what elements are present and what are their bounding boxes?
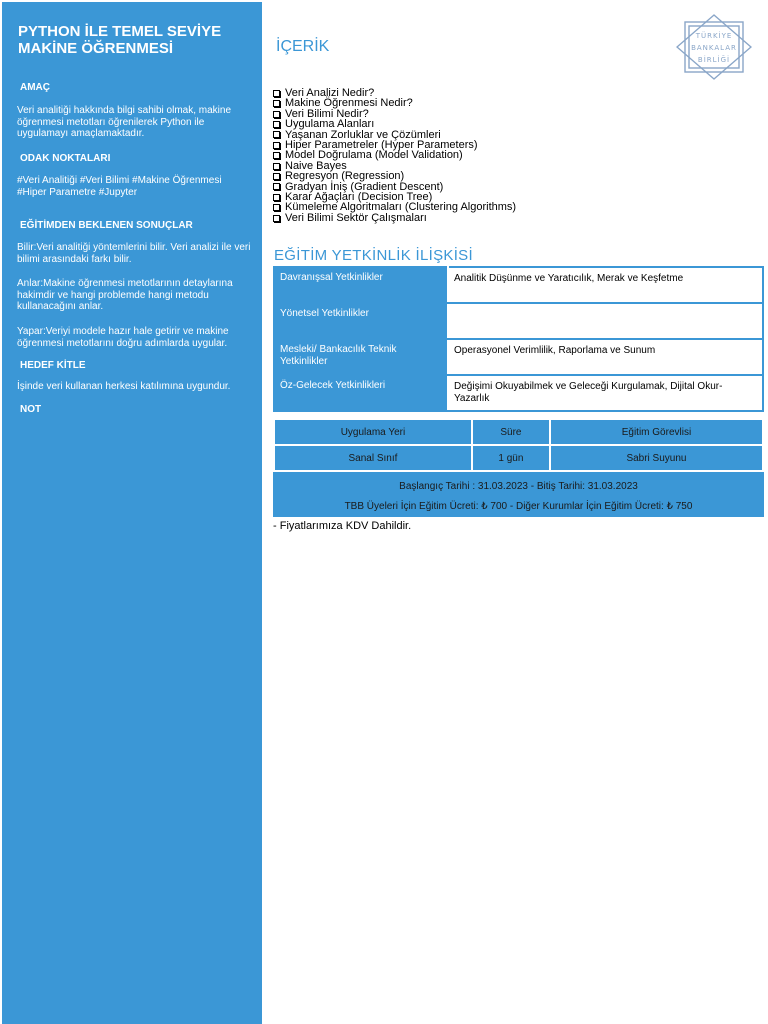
yapar-text: Yapar:Veriyi modele hazır hale getirir ve makine öğrenmesi metotlarını doğru adımlarda uygular. bbox=[17, 326, 229, 349]
list-item: Veri Bilimi Sektör Çalışmaları bbox=[273, 213, 516, 223]
competency-key: Davranışsal Yetkinlikler bbox=[274, 267, 448, 303]
info-header: Süre bbox=[473, 420, 549, 444]
table-row bbox=[274, 303, 763, 339]
info-value: 1 gün bbox=[473, 446, 549, 470]
info-table bbox=[273, 418, 764, 472]
amac-text: Veri analitiği hakkında bilgi sahibi olmak, makine öğrenmesi metotları öğrenilerek Python ile uygulamayı amaçlamaktadır. bbox=[17, 105, 232, 139]
checkbox-icon bbox=[273, 194, 280, 201]
vat-note: - Fiyatlarımıza KDV Dahildir. bbox=[273, 520, 412, 532]
checkbox-icon bbox=[273, 163, 280, 170]
table-row bbox=[274, 375, 763, 411]
sidebar bbox=[2, 2, 262, 1024]
list-item: Naive Bayes bbox=[273, 161, 516, 171]
competency-key: Öz-Gelecek Yetkinlikleri bbox=[274, 375, 448, 411]
checkbox-icon bbox=[273, 90, 280, 97]
table-row bbox=[274, 339, 763, 375]
list-item: Kümeleme Algoritmaları (Clustering Algorithms) bbox=[273, 202, 516, 212]
competency-value: Operasyonel Verimlilik, Raporlama ve Sunum bbox=[448, 339, 763, 375]
list-item: Regresyon (Regression) bbox=[273, 171, 516, 181]
list-item: Model Doğrulama (Model Validation) bbox=[273, 150, 516, 160]
logo-line-1: TÜRKİYE bbox=[695, 32, 733, 40]
not-heading: NOT bbox=[20, 404, 42, 415]
hedef-text: İşinde veri kullanan herkesi katılımına uygundur. bbox=[17, 381, 231, 392]
checkbox-icon bbox=[273, 111, 280, 118]
table-row bbox=[275, 446, 762, 470]
list-item: Yaşanan Zorluklar ve Çözümleri bbox=[273, 130, 516, 140]
info-header: Uygulama Yeri bbox=[275, 420, 471, 444]
checkbox-icon bbox=[273, 121, 280, 128]
table-row bbox=[274, 267, 763, 303]
checkbox-icon bbox=[273, 131, 280, 138]
checkbox-icon bbox=[273, 100, 280, 107]
competency-table bbox=[273, 266, 764, 412]
info-value: Sabri Suyunu bbox=[551, 446, 762, 470]
competency-value bbox=[448, 303, 763, 339]
amac-heading: AMAÇ bbox=[20, 82, 50, 93]
list-item: Veri Analizi Nedir? bbox=[273, 88, 516, 98]
list-item: Karar Ağaçları (Decision Tree) bbox=[273, 192, 516, 202]
course-title: PYTHON İLE TEMEL SEVİYE MAKİNE ÖĞRENMESİ bbox=[18, 23, 222, 57]
fee-info: TBB Üyeleri İçin Eğitim Ücreti: ₺ 700 - Diğer Kurumlar İçin Eğitim Ücreti: ₺ 750 bbox=[344, 501, 693, 512]
sonuc-heading: EĞİTİMDEN BEKLENEN SONUÇLAR bbox=[20, 220, 193, 231]
info-footer bbox=[273, 472, 764, 517]
competency-value: Değişimi Okuyabilmek ve Geleceği Kurgulamak, Dijital Okur-Yazarlık bbox=[448, 375, 763, 411]
content-list bbox=[273, 88, 516, 223]
bilir-text: Bilir:Veri analitiği yöntemlerini bilir. Veri analizi ile veri bilimi arasındaki farkı bilir. bbox=[17, 242, 251, 265]
list-item: Hiper Parametreler (Hyper Parameters) bbox=[273, 140, 516, 150]
odak-text: #Veri Analitiği #Veri Bilimi #Makine Öğrenmesi #Hiper Parametre #Jupyter bbox=[17, 175, 222, 198]
info-header: Eğitim Görevlisi bbox=[551, 420, 762, 444]
table-row bbox=[275, 420, 762, 444]
competency-value: Analitik Düşünme ve Yaratıcılık, Merak ve Keşfetme bbox=[448, 267, 763, 303]
info-value: Sanal Sınıf bbox=[275, 446, 471, 470]
hedef-heading: HEDEF KİTLE bbox=[20, 360, 86, 371]
logo-line-2: BANKALAR bbox=[691, 44, 737, 52]
checkbox-icon bbox=[273, 152, 280, 159]
competency-key: Mesleki/ Bankacılık Teknik Yetkinlikler bbox=[274, 339, 448, 375]
date-range: Başlangıç Tarihi : 31.03.2023 - Bitiş Tarihi: 31.03.2023 bbox=[399, 481, 638, 492]
checkbox-icon bbox=[273, 173, 280, 180]
list-item: Makine Öğrenmesi Nedir? bbox=[273, 98, 516, 108]
content-title: İÇERİK bbox=[276, 38, 330, 55]
list-item: Uygulama Alanları bbox=[273, 119, 516, 129]
checkbox-icon bbox=[273, 215, 280, 222]
checkbox-icon bbox=[273, 204, 280, 211]
odak-heading: ODAK NOKTALARI bbox=[20, 153, 111, 164]
list-item: Gradyan İniş (Gradient Descent) bbox=[273, 182, 516, 192]
checkbox-icon bbox=[273, 142, 280, 149]
logo-line-3: BİRLİĞİ bbox=[697, 56, 731, 64]
checkbox-icon bbox=[273, 183, 280, 190]
list-item: Veri Bilimi Nedir? bbox=[273, 109, 516, 119]
competency-key: Yönetsel Yetkinlikler bbox=[274, 303, 448, 339]
competency-title: EĞİTİM YETKİNLİK İLİŞKİSİ bbox=[274, 247, 473, 264]
tbb-logo-icon bbox=[676, 14, 752, 80]
anlar-text: Anlar:Makine öğrenmesi metotlarının detaylarına hakimdir ve hangi problemde hangi metodu kullanacağını anlar. bbox=[17, 278, 233, 312]
